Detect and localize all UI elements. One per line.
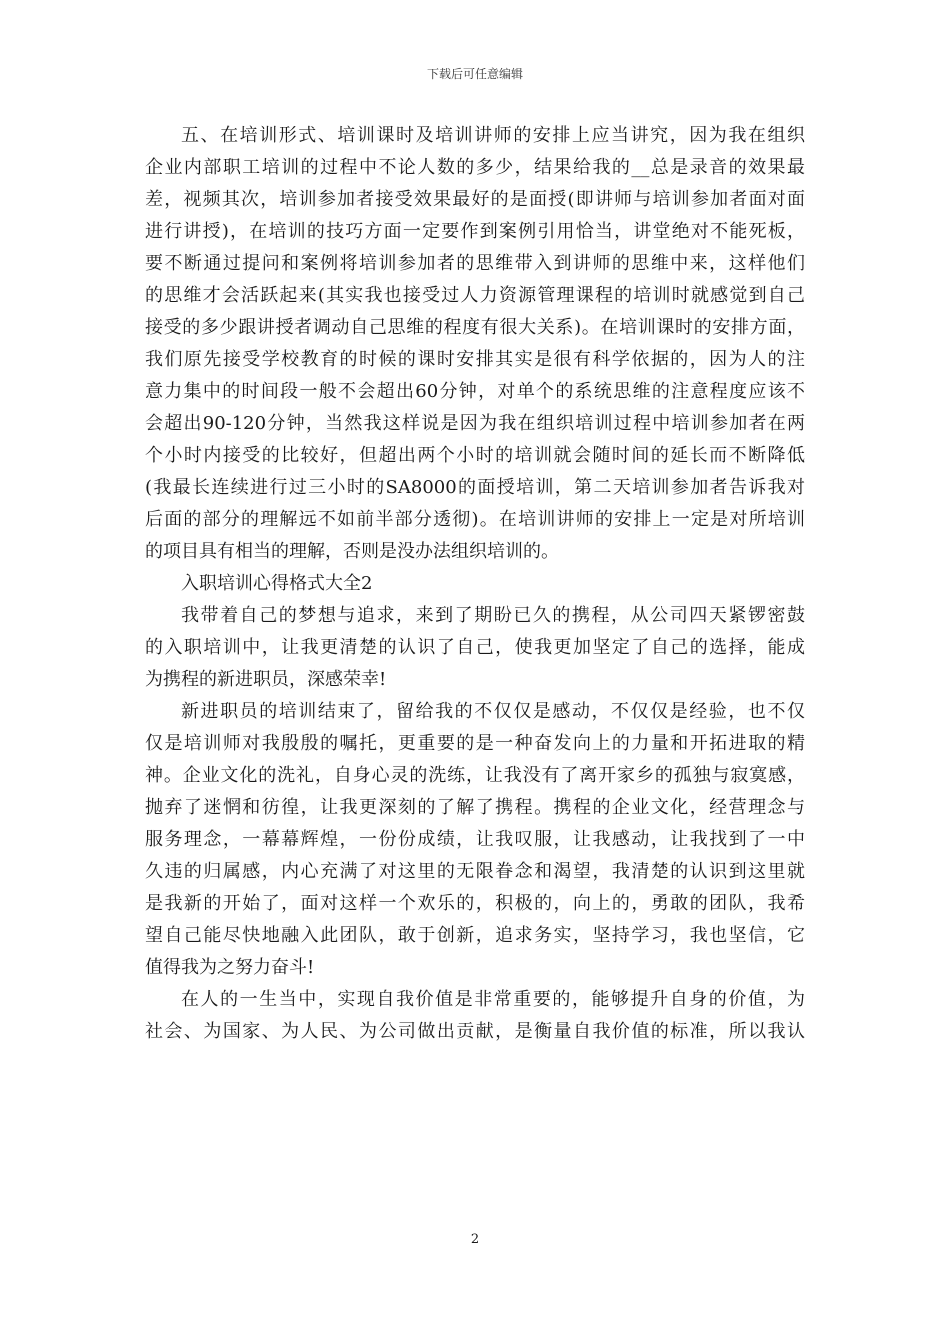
text-line: 抛弃了迷惘和彷徨，让我更深刻的了解了携程。携程的企业文化，经营理念与: [145, 797, 805, 818]
text-line: 为携程的新进职员，深感荣幸!: [145, 669, 387, 690]
page-number: 2: [470, 1232, 480, 1247]
text-line: 我们原先接受学校教育的时候的课时安排其实是很有科学依据的，因为人的注: [145, 349, 805, 370]
text-line: 新进职员的培训结束了，留给我的不仅仅是感动，不仅仅是经验，也不仅: [181, 701, 805, 722]
text-line: 我带着自己的梦想与追求，来到了期盼已久的携程，从公司四天紧锣密鼓: [181, 605, 805, 626]
text-line: 意力集中的时间段一般不会超出60分钟，对单个的系统思维的注意程度应该不: [145, 381, 805, 402]
text-line: 接受的多少跟讲授者调动自己思维的程度有很大关系)。在培训课时的安排方面，: [145, 317, 805, 338]
text-line: 服务理念，一幕幕辉煌，一份份成绩，让我叹服，让我感动，让我找到了一中: [145, 829, 805, 850]
text-line: 望自己能尽快地融入此团队，敢于创新，追求务实，坚持学习，我也坚信，它: [145, 925, 805, 946]
text-line: 后面的部分的理解远不如前半部分透彻)。在培训讲师的安排上一定是对所培训: [145, 509, 805, 530]
text-line: 是我新的开始了，面对这样一个欢乐的，积极的，向上的，勇敢的团队，我希: [145, 893, 805, 914]
text-line: 在人的一生当中，实现自我价值是非常重要的，能够提升自身的价值，为: [181, 989, 805, 1010]
text-line: 的项目具有相当的理解，否则是没办法组织培训的。: [145, 541, 559, 562]
text-line: 的入职培训中，让我更清楚的认识了自己，使我更加坚定了自己的选择，能成: [145, 637, 805, 658]
document-body: [145, 120, 805, 1048]
text-line: (我最长连续进行过三小时的SA8000的面授培训，第二天培训参加者告诉我对: [145, 477, 805, 498]
text-line: 五、在培训形式、培训课时及培训讲师的安排上应当讲究，因为我在组织: [181, 125, 805, 146]
text-line: 企业内部职工培训的过程中不论人数的多少，结果给我的__总是录音的效果最: [145, 157, 805, 178]
text-line: 社会、为国家、为人民、为公司做出贡献，是衡量自我价值的标准，所以我认: [145, 1021, 805, 1042]
page-header: 下载后可任意编辑: [426, 67, 523, 81]
text-line: 差，视频其次，培训参加者接受效果最好的是面授(即讲师与培训参加者面对面: [145, 189, 805, 210]
text-line: 进行讲授)，在培训的技巧方面一定要作到案例引用恰当，讲堂绝对不能死板，: [145, 221, 805, 242]
text-line: 的思维才会活跃起来(其实我也接受过人力资源管理课程的培训时就感觉到自己: [145, 285, 805, 306]
text-line: 会超出90-120分钟，当然我这样说是因为我在组织培训过程中培训参加者在两: [145, 413, 805, 434]
text-line: 值得我为之努力奋斗!: [145, 957, 315, 978]
text-line: 仅是培训师对我殷殷的嘱托，更重要的是一种奋发向上的力量和开拓进取的精: [145, 733, 805, 754]
text-line: 要不断通过提问和案例将培训参加者的思维带入到讲师的思维中来，这样他们: [145, 253, 805, 274]
text-line: 神。企业文化的洗礼，自身心灵的洗练，让我没有了离开家乡的孤独与寂寞感，: [145, 765, 805, 786]
text-line: 个小时内接受的比较好，但超出两个小时的培训就会随时间的延长而不断降低: [145, 445, 805, 466]
text-line: 入职培训心得格式大全2: [181, 573, 373, 594]
text-line: 久违的归属感，内心充满了对这里的无限眷念和渴望，我清楚的认识到这里就: [145, 861, 805, 882]
